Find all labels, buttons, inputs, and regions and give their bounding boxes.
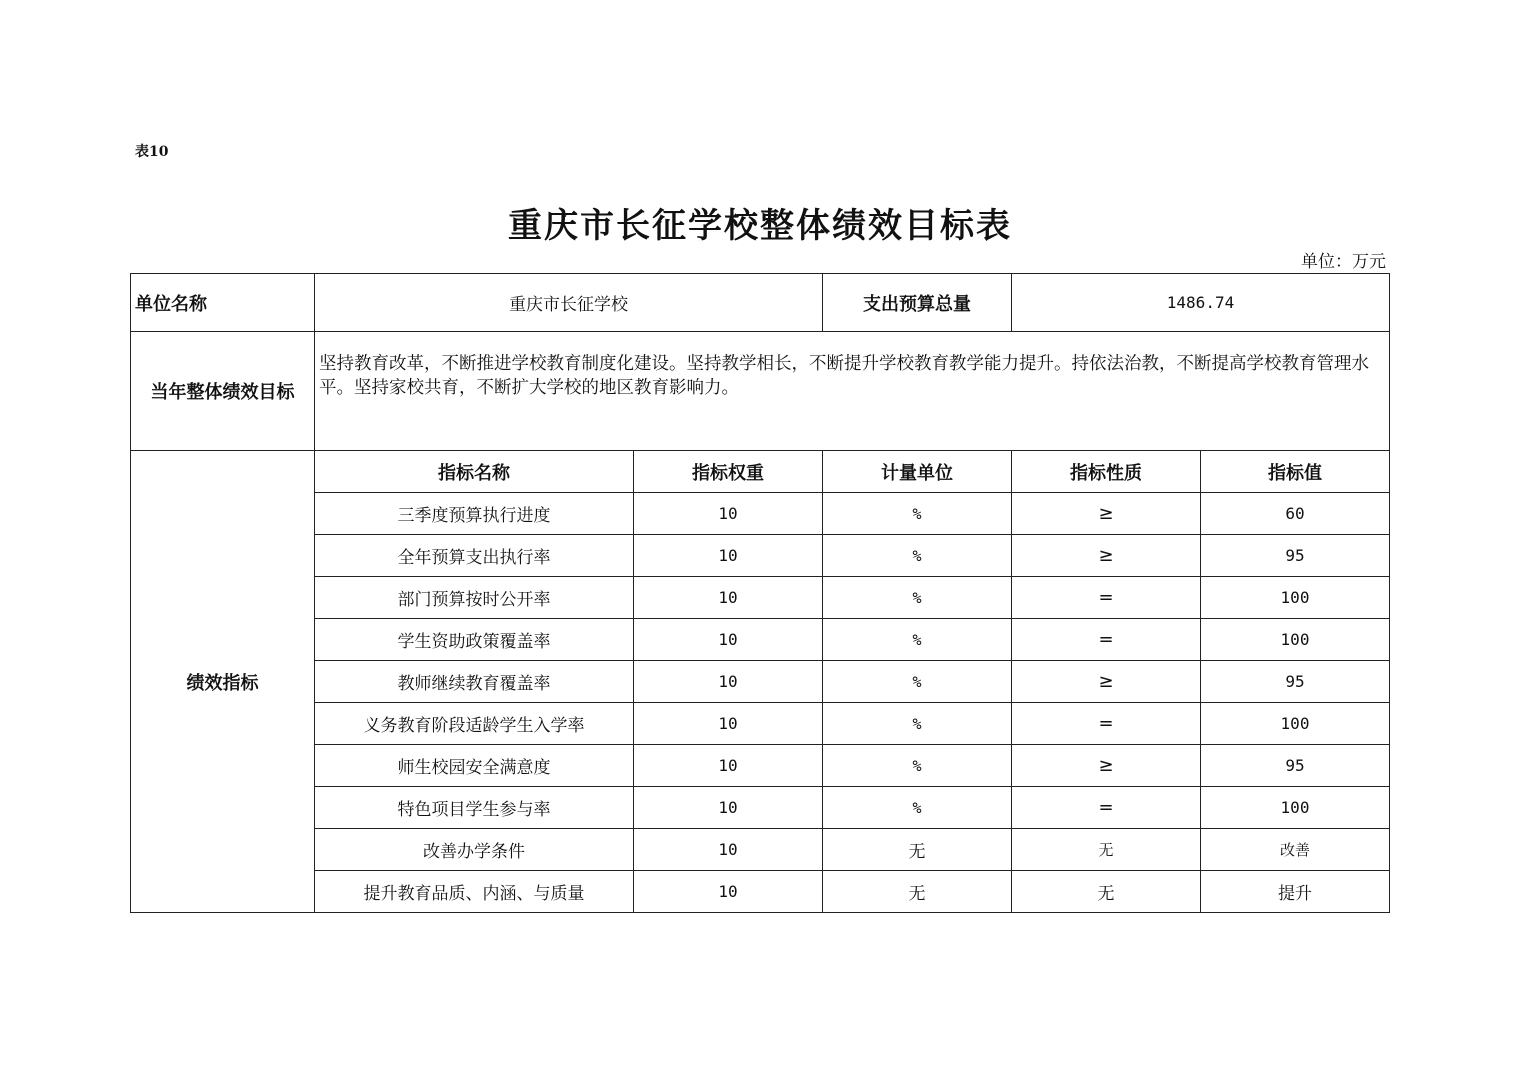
budget-label: 支出预算总量 xyxy=(823,274,1012,332)
indicator-value: 95 xyxy=(1201,745,1390,787)
unit-row xyxy=(131,274,1390,332)
indicator-name: 教师继续教育覆盖率 xyxy=(315,661,634,703)
table-row xyxy=(131,745,1390,787)
table-number: 表10 xyxy=(135,144,169,160)
indicator-value: 100 xyxy=(1201,619,1390,661)
table-row xyxy=(131,535,1390,577)
indicator-weight: 10 xyxy=(634,535,823,577)
indicator-nature: 无 xyxy=(1012,829,1201,871)
measure-unit: % xyxy=(823,703,1012,745)
indicator-name: 全年预算支出执行率 xyxy=(315,535,634,577)
measure-unit: % xyxy=(823,745,1012,787)
unit-name-value: 重庆市长征学校 xyxy=(315,274,823,332)
goal-text: 坚持教育改革，不断推进学校教育制度化建设。坚持教学相长，不断提升学校教育教学能力提升。持依法治教，不断提高学校教育管理水平。坚持家校共育，不断扩大学校的地区教育影响力。 xyxy=(315,332,1390,451)
measure-unit: % xyxy=(823,577,1012,619)
unit-name-label: 单位名称 xyxy=(131,274,315,332)
indicator-value: 改善 xyxy=(1201,829,1390,871)
indicator-weight: 10 xyxy=(634,493,823,535)
indicator-header-row xyxy=(131,451,1390,493)
indicator-nature: = xyxy=(1012,703,1201,745)
measure-unit: % xyxy=(823,661,1012,703)
indicator-name: 师生校园安全满意度 xyxy=(315,745,634,787)
header-indicator-name: 指标名称 xyxy=(315,451,634,493)
measure-unit: 无 xyxy=(823,829,1012,871)
header-indicator-nature: 指标性质 xyxy=(1012,451,1201,493)
indicator-nature: 无 xyxy=(1012,871,1201,913)
indicator-nature: ≥ xyxy=(1012,661,1201,703)
indicator-weight: 10 xyxy=(634,619,823,661)
indicator-value: 100 xyxy=(1201,703,1390,745)
page-title: 重庆市长征学校整体绩效目标表 xyxy=(508,206,1012,246)
performance-table xyxy=(130,273,1390,913)
table-row xyxy=(131,661,1390,703)
measure-unit: % xyxy=(823,619,1012,661)
indicator-weight: 10 xyxy=(634,829,823,871)
indicator-nature: = xyxy=(1012,577,1201,619)
indicator-weight: 10 xyxy=(634,787,823,829)
indicator-nature: ≥ xyxy=(1012,535,1201,577)
indicator-weight: 10 xyxy=(634,577,823,619)
indicator-value: 60 xyxy=(1201,493,1390,535)
indicator-weight: 10 xyxy=(634,703,823,745)
indicator-weight: 10 xyxy=(634,661,823,703)
indicator-nature: ≥ xyxy=(1012,493,1201,535)
header-indicator-value: 指标值 xyxy=(1201,451,1390,493)
table-row xyxy=(131,619,1390,661)
indicator-section-label: 绩效指标 xyxy=(131,451,315,913)
measure-unit: % xyxy=(823,535,1012,577)
indicator-value: 提升 xyxy=(1201,871,1390,913)
goal-label: 当年整体绩效目标 xyxy=(131,332,315,451)
indicator-nature: = xyxy=(1012,619,1201,661)
indicator-value: 100 xyxy=(1201,787,1390,829)
indicator-name: 学生资助政策覆盖率 xyxy=(315,619,634,661)
indicator-name: 部门预算按时公开率 xyxy=(315,577,634,619)
table-row xyxy=(131,787,1390,829)
unit-note: 单位：万元 xyxy=(1301,252,1386,272)
measure-unit: % xyxy=(823,787,1012,829)
indicator-name: 义务教育阶段适龄学生入学率 xyxy=(315,703,634,745)
header-measure-unit: 计量单位 xyxy=(823,451,1012,493)
indicator-value: 95 xyxy=(1201,661,1390,703)
budget-value: 1486.74 xyxy=(1012,274,1390,332)
table-row xyxy=(131,703,1390,745)
indicator-name: 改善办学条件 xyxy=(315,829,634,871)
indicator-nature: ≥ xyxy=(1012,745,1201,787)
indicator-value: 100 xyxy=(1201,577,1390,619)
indicator-value: 95 xyxy=(1201,535,1390,577)
measure-unit: 无 xyxy=(823,871,1012,913)
header-indicator-weight: 指标权重 xyxy=(634,451,823,493)
indicator-name: 三季度预算执行进度 xyxy=(315,493,634,535)
table-row xyxy=(131,493,1390,535)
measure-unit: % xyxy=(823,493,1012,535)
table-row xyxy=(131,871,1390,913)
indicator-nature: = xyxy=(1012,787,1201,829)
indicator-name: 提升教育品质、内涵、与质量 xyxy=(315,871,634,913)
indicator-weight: 10 xyxy=(634,745,823,787)
table-row xyxy=(131,829,1390,871)
indicator-name: 特色项目学生参与率 xyxy=(315,787,634,829)
indicator-weight: 10 xyxy=(634,871,823,913)
table-row xyxy=(131,577,1390,619)
goal-row xyxy=(131,332,1390,451)
